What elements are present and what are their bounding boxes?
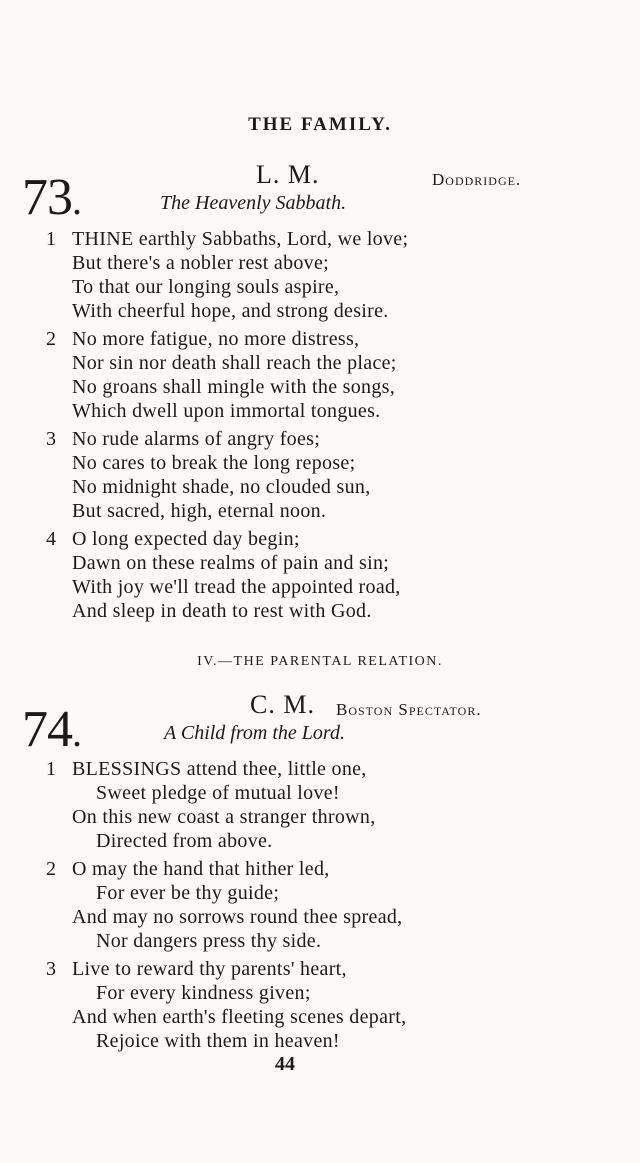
hymn-author: Boston Spectator. <box>336 700 482 719</box>
verse-number: 2 <box>46 328 56 350</box>
verse-line: And may no sorrows round thee spread, <box>72 906 403 928</box>
hymn-title: A Child from the Lord. <box>164 722 345 744</box>
verse-line: Directed from above. <box>96 830 273 852</box>
hymn-title: The Heavenly Sabbath. <box>160 192 347 214</box>
verse-line: No more fatigue, no more distress, <box>72 328 360 350</box>
verse-line: With joy we'll tread the appointed road, <box>72 576 401 598</box>
verse-line: But there's a nobler rest above; <box>72 252 330 274</box>
verse-line: No groans shall mingle with the songs, <box>72 376 396 398</box>
verse-line: Sweet pledge of mutual love! <box>96 782 340 804</box>
verse-line: O long expected day begin; <box>72 528 300 550</box>
verse-line: For every kindness given; <box>96 982 311 1004</box>
verse-line: And sleep in death to rest with God. <box>72 600 372 622</box>
verse-line: On this new coast a stranger thrown, <box>72 806 376 828</box>
verse-line: THINE earthly Sabbaths, Lord, we love; <box>72 228 409 250</box>
verse-number: 3 <box>46 428 56 450</box>
verse-number: 1 <box>46 228 56 250</box>
verse-line: Live to reward thy parents' heart, <box>72 958 347 980</box>
verse-line: For ever be thy guide; <box>96 882 280 904</box>
verse-number: 3 <box>46 958 56 980</box>
hymn-meter: L. M. <box>256 160 320 189</box>
hymn-number: 73. <box>22 169 81 226</box>
running-head: THE FAMILY. <box>248 114 392 135</box>
page-number: 44 <box>275 1053 295 1075</box>
verse-line: With cheerful hope, and strong desire. <box>72 300 389 322</box>
verse-number: 2 <box>46 858 56 880</box>
hymn-meter: C. M. <box>250 690 315 719</box>
verse-line: Nor dangers press thy side. <box>96 930 322 952</box>
verse-line: But sacred, high, eternal noon. <box>72 500 327 522</box>
verse-line: Which dwell upon immortal tongues. <box>72 400 381 422</box>
verse-line: No rude alarms of angry foes; <box>72 428 321 450</box>
verse-line: O may the hand that hither led, <box>72 858 330 880</box>
verse-number: 1 <box>46 758 56 780</box>
hymn-number: 74. <box>22 701 81 758</box>
verse-line: No midnight shade, no clouded sun, <box>72 476 371 498</box>
verse-line: BLESSINGS attend thee, little one, <box>72 758 367 780</box>
verse-line: To that our longing souls aspire, <box>72 276 340 298</box>
verse-number: 4 <box>46 528 56 550</box>
verse-line: And when earth's fleeting scenes depart, <box>72 1006 407 1028</box>
verse-line: Nor sin nor death shall reach the place; <box>72 352 397 374</box>
verse-line: No cares to break the long repose; <box>72 452 356 474</box>
verse-line: Rejoice with them in heaven! <box>96 1030 340 1052</box>
verse-line: Dawn on these realms of pain and sin; <box>72 552 390 574</box>
hymn-author: Doddridge. <box>432 170 522 189</box>
section-heading: IV.—THE PARENTAL RELATION. <box>197 654 443 669</box>
